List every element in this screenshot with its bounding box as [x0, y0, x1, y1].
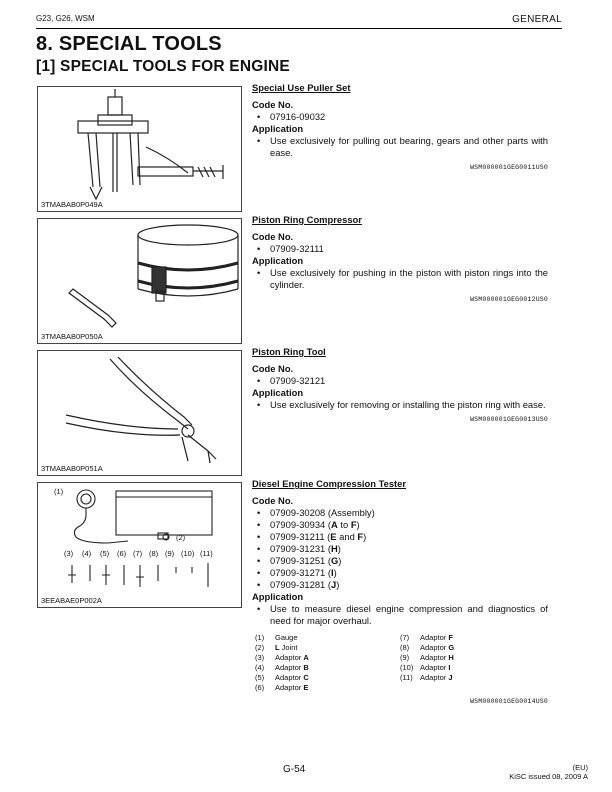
puller-illustration [38, 87, 241, 211]
figure-label-3: (3) [64, 549, 74, 558]
application-label: Application [252, 255, 304, 266]
code-label: Code No. [252, 363, 294, 374]
figure-code: 3TMABAB0P049A [41, 200, 103, 209]
header-rule [36, 28, 562, 29]
doc-ref: WSM000001GEG0012US0 [470, 296, 548, 303]
footer-issue [509, 763, 588, 781]
code-number: • 07909-30208 (Assembly) [252, 507, 548, 519]
part-item: (11) Adaptor J [400, 673, 453, 682]
tool-title: Piston Ring Compressor [252, 214, 362, 225]
doc-ref: WSM000001GEG0011US0 [470, 164, 548, 171]
footer-issued: KiSC issued 08, 2009 A [509, 772, 588, 781]
application-text: • Use exclusively for pushing in the piston with piston rings into the cylinder. [252, 267, 548, 291]
tool-title: Diesel Engine Compression Tester [252, 478, 407, 489]
figure-label-8: (8) [149, 549, 159, 558]
code-label: Code No. [252, 495, 294, 506]
header-section: GENERAL [512, 14, 562, 25]
ring-tool-illustration [38, 351, 241, 475]
part-item: (9) Adaptor H [400, 653, 454, 662]
tool-title: Piston Ring Tool [252, 346, 326, 357]
tool-entry-piston-ring-compressor [252, 214, 548, 306]
code-number: • 07909-31251 (G) [252, 555, 548, 567]
figure-label-4: (4) [82, 549, 92, 558]
code-number: • 07909-31281 (J) [252, 579, 548, 591]
chapter-title: 8. SPECIAL TOOLS [36, 33, 222, 55]
figure-label-5: (5) [100, 549, 110, 558]
figure-compression-tester [37, 482, 242, 608]
figure-code: 3TMABAB0P050A [41, 332, 103, 341]
application-text: • Use to measure diesel engine compression and diagnostics of need for major overhaul. [252, 603, 548, 627]
code-number: • 07909-31271 (I) [252, 567, 548, 579]
part-item: (2) L Joint [255, 643, 298, 652]
code-number: • 07909-30934 (A to F) [252, 519, 548, 531]
tool-title: Special Use Puller Set [252, 82, 351, 93]
figure-label-1: (1) [54, 487, 64, 496]
section-title: [1] SPECIAL TOOLS FOR ENGINE [36, 58, 290, 75]
page-number: G-54 [283, 764, 306, 775]
figure-label-11: (11) [200, 549, 213, 558]
figure-label-9: (9) [165, 549, 175, 558]
code-label: Code No. [252, 99, 294, 110]
figure-piston-ring-tool [37, 350, 242, 476]
application-text: • Use exclusively for pulling out bearing, gears and other parts with ease. [252, 135, 548, 159]
figure-label-10: (10) [181, 549, 195, 558]
figure-puller-set [37, 86, 242, 212]
code-number: • 07909-32121 [252, 375, 548, 387]
code-number: • 07909-31231 (H) [252, 543, 548, 555]
application-label: Application [252, 123, 304, 134]
part-item: (10) Adaptor I [400, 663, 451, 672]
tool-entry-piston-ring-tool [252, 346, 548, 426]
tool-entry-compression-tester [252, 478, 548, 627]
code-number: • 07909-32111 [252, 243, 548, 255]
part-item: (8) Adaptor G [400, 643, 455, 652]
footer-region: (EU) [572, 763, 588, 772]
header-models: G23, G26, WSM [36, 14, 95, 23]
figure-code: 3TMABAB0P051A [41, 464, 103, 473]
figure-code: 3EEABAE0P002A [41, 596, 102, 605]
code-number: • 07909-31211 (E and F) [252, 531, 548, 543]
tool-entry-puller-set [252, 82, 548, 174]
application-label: Application [252, 387, 304, 398]
part-item: (3) Adaptor A [255, 653, 309, 662]
application-text: • Use exclusively for removing or installing the piston ring with ease. [252, 399, 548, 411]
part-item: (1) Gauge [255, 633, 298, 642]
figure-label-2: (2) [176, 533, 186, 542]
doc-ref: WSM000001GEG0014US0 [470, 698, 548, 705]
part-item: (5) Adaptor C [255, 673, 309, 682]
doc-ref: WSM000001GEG0013US0 [470, 416, 548, 423]
part-item: (7) Adaptor F [400, 633, 453, 642]
figure-label-7: (7) [133, 549, 143, 558]
compressor-illustration [38, 219, 241, 343]
part-item: (4) Adaptor B [255, 663, 309, 672]
code-label: Code No. [252, 231, 294, 242]
figure-piston-ring-compressor [37, 218, 242, 344]
tester-illustration [38, 483, 241, 607]
part-item: (6) Adaptor E [255, 683, 309, 692]
code-number: • 07916-09032 [252, 111, 548, 123]
application-label: Application [252, 591, 304, 602]
figure-label-6: (6) [117, 549, 127, 558]
